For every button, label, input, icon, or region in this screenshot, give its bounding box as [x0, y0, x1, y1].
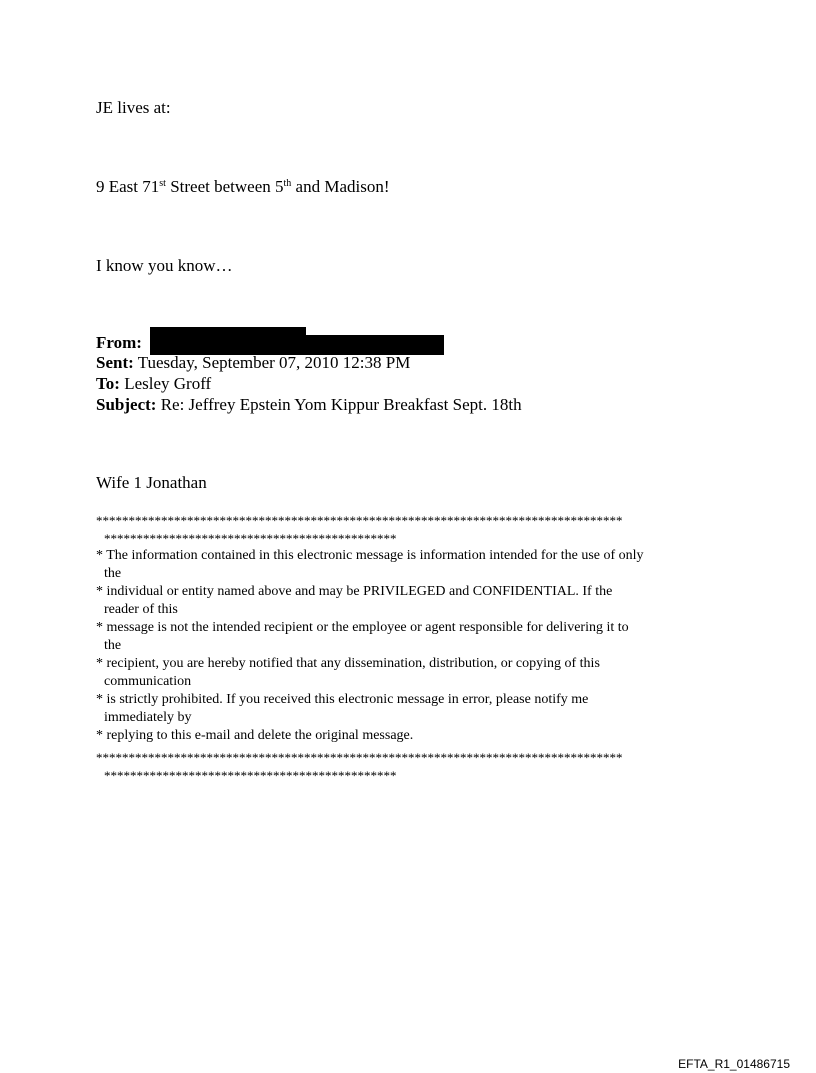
to-line: [96, 374, 211, 394]
subject-line: [96, 395, 522, 415]
address-part-2: Street between 5: [165, 177, 284, 196]
star-divider: *********************************************: [104, 532, 397, 545]
subject-value: Re: Jeffrey Epstein Yom Kippur Breakfast Sept. 18th: [156, 395, 522, 414]
reply-text: Wife 1 Jonathan: [96, 473, 207, 492]
disclaimer-line: * replying to this e-mail and delete the original message.: [96, 728, 414, 743]
from-line: [96, 333, 142, 353]
star-divider: *********************************************************************************: [96, 514, 623, 527]
address-sup-1: st: [159, 178, 166, 189]
disclaimer-line: * is strictly prohibited. If you received this electronic message in error, please notify me: [96, 692, 589, 707]
address-part-3: and Madison!: [291, 177, 390, 196]
intro-line: JE lives at:: [96, 98, 171, 117]
address-part-1: 9 East 71: [96, 177, 160, 196]
sent-value: Tuesday, September 07, 2010 12:38 PM: [133, 353, 411, 372]
disclaimer-line-wrap: the: [104, 638, 122, 653]
disclaimer-line-wrap: immediately by: [104, 710, 192, 725]
document-id: EFTA_R1_01486715: [678, 1057, 790, 1071]
sent-label: Sent:: [96, 353, 134, 372]
redaction-box: [150, 335, 444, 355]
address-line: [96, 177, 390, 197]
disclaimer-text: [96, 547, 644, 745]
subject-label: Subject:: [96, 395, 157, 414]
star-divider: *********************************************************************************: [96, 751, 623, 764]
disclaimer-line: * individual or entity named above and may be PRIVILEGED and CONFIDENTIAL. If the: [96, 584, 613, 599]
from-label: From:: [96, 333, 142, 352]
star-divider: *********************************************: [104, 769, 397, 782]
disclaimer-line: * message is not the intended recipient or the employee or agent responsible for delivering it to: [96, 620, 629, 635]
disclaimer-line: * recipient, you are hereby notified that any dissemination, distribution, or copying of this: [96, 656, 600, 671]
sent-line: [96, 353, 410, 373]
disclaimer-line-wrap: reader of this: [104, 602, 178, 617]
know-line: I know you know…: [96, 256, 233, 275]
to-value: Lesley Groff: [119, 374, 212, 393]
disclaimer-line-wrap: communication: [104, 674, 192, 689]
disclaimer-line: * The information contained in this electronic message is information intended for the use of only: [96, 548, 644, 563]
address-sup-2: th: [283, 178, 292, 189]
to-label: To:: [96, 374, 120, 393]
disclaimer-line-wrap: the: [104, 566, 122, 581]
